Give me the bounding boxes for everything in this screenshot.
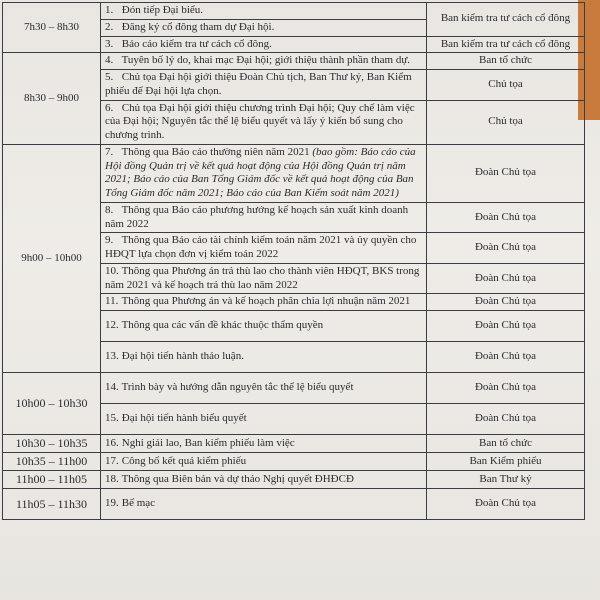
table-row [3,373,585,404]
table-row [3,3,585,20]
content-cell: 4. Tuyên bố lý do, khai mạc Đại hội; giới thiệu thành phần tham dự. [101,53,427,70]
time-cell: 10h35 – 11h00 [3,453,101,471]
table-row [3,53,585,70]
responsible-cell: Ban Kiểm phiếu [427,453,585,471]
content-cell: 8. Thông qua Báo cáo phương hướng kế hoạch sản xuất kinh doanh năm 2022 [101,202,427,233]
content-cell: 1. Đón tiếp Đại biểu. [101,3,427,20]
table-row [3,144,585,202]
responsible-cell: Đoàn Chủ tọa [427,489,585,520]
responsible-cell: Đoàn Chủ tọa [427,342,585,373]
responsible-cell: Đoàn Chủ tọa [427,202,585,233]
responsible-cell: Ban tổ chức [427,435,585,453]
content-cell: 5. Chủ tọa Đại hội giới thiệu Đoàn Chủ tịch, Ban Thư ký, Ban Kiểm phiếu để Đại hội lựa chọn. [101,70,427,101]
table-row [3,489,585,520]
content-cell: 13. Đại hội tiến hành thảo luận. [101,342,427,373]
responsible-cell: Đoàn Chủ tọa [427,263,585,294]
content-cell: 2. Đăng ký cổ đông tham dự Đại hội. [101,19,427,36]
time-cell: 8h30 – 9h00 [3,53,101,145]
content-cell: 3. Báo cáo kiểm tra tư cách cổ đông. [101,36,427,53]
content-cell: 15. Đại hội tiến hành biểu quyết [101,404,427,435]
time-cell: 9h00 – 10h00 [3,144,101,372]
responsible-cell: Đoàn Chủ tọa [427,404,585,435]
content-cell: 18. Thông qua Biên bản và dự thảo Nghị quyết ĐHĐCĐ [101,471,427,489]
content-cell: 17. Công bố kết quả kiểm phiếu [101,453,427,471]
responsible-cell: Đoàn Chủ tọa [427,294,585,311]
content-cell: 6. Chủ tọa Đại hội giới thiệu chương trình Đại hội; Quy chế làm việc của Đại hội; Nguyên tắc thể lệ biểu quyết và lấy ý kiến bổ sung cho chương trình. [101,100,427,144]
responsible-cell: Đoàn Chủ tọa [427,373,585,404]
table-row [3,435,585,453]
responsible-cell: Đoàn Chủ tọa [427,233,585,264]
responsible-cell: Ban tổ chức [427,53,585,70]
responsible-cell: Đoàn Chủ tọa [427,311,585,342]
responsible-cell: Đoàn Chủ tọa [427,144,585,202]
content-cell: 19. Bế mạc [101,489,427,520]
content-cell: 7. Thông qua Báo cáo thường niên năm 2021 (bao gồm: Báo cáo của Hội đồng Quản trị về kết quả hoạt động của Hội đồng Quản trị năm 2021; Báo cáo của Ban Tổng Giám đốc về kết quả hoạt động của Ban Tổng Giám đốc năm 2021; Báo cáo của Ban Kiểm soát năm 2021) [101,144,427,202]
time-cell: 7h30 – 8h30 [3,3,101,53]
responsible-cell: Ban kiểm tra tư cách cổ đông [427,36,585,53]
content-cell: 16. Nghỉ giải lao, Ban kiểm phiếu làm việc [101,435,427,453]
content-cell: 11. Thông qua Phương án và kế hoạch phân chia lợi nhuận năm 2021 [101,294,427,311]
table-row [3,453,585,471]
table-row [3,471,585,489]
content-cell: 12. Thông qua các vấn đề khác thuộc thẩm quyền [101,311,427,342]
responsible-cell: Chủ tọa [427,100,585,144]
content-cell: 14. Trình bày và hướng dẫn nguyên tắc thể lệ biểu quyết [101,373,427,404]
time-cell: 10h00 – 10h30 [3,373,101,435]
responsible-cell: Ban kiểm tra tư cách cổ đông [427,3,585,37]
time-cell: 10h30 – 10h35 [3,435,101,453]
responsible-cell: Chủ tọa [427,70,585,101]
content-cell: 9. Thông qua Báo cáo tài chính kiểm toán năm 2021 và ủy quyền cho HĐQT lựa chọn đơn vị kiểm toán 2022 [101,233,427,264]
time-cell: 11h05 – 11h30 [3,489,101,520]
time-cell: 11h00 – 11h05 [3,471,101,489]
responsible-cell: Ban Thư ký [427,471,585,489]
content-cell: 10. Thông qua Phương án trả thù lao cho thành viên HĐQT, BKS trong năm 2021 và kế hoạch trả thù lao năm 2022 [101,263,427,294]
agenda-table [2,2,585,520]
